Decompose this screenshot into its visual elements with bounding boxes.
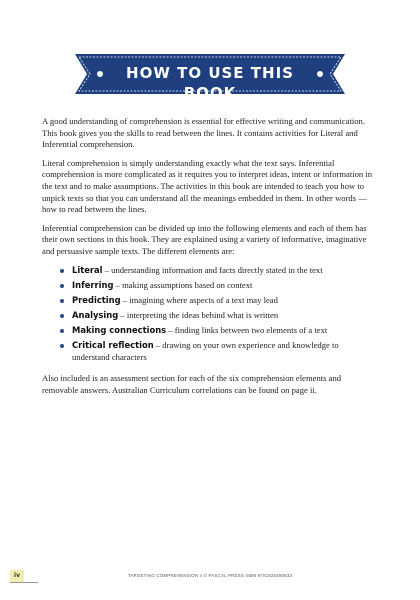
element-description: – imagining where aspects of a text may lead xyxy=(120,294,278,305)
element-term: Analysing xyxy=(72,309,119,320)
element-description: – drawing on your own experience and knowledge to understand characters xyxy=(72,340,339,362)
intro-paragraph: A good understanding of comprehension is essential for effective writing and communication. This book gives you the skills to read between the lines. It contains activities for Literal and Inferential comprehension. xyxy=(42,116,365,150)
element-term: Predicting xyxy=(72,294,121,305)
footer-divider xyxy=(10,582,38,583)
footer-text: TARGETING COMPREHENSION 4 © PASCAL PRESS ISBN 9781925490633 xyxy=(127,573,293,578)
page-number: iv xyxy=(10,570,24,582)
element-description: – finding links between two elements of a text xyxy=(166,324,328,335)
bullet-icon xyxy=(60,284,64,288)
page-footer xyxy=(0,570,420,582)
element-description: – understanding information and facts directly stated in the text xyxy=(102,264,323,275)
bullet-icon xyxy=(60,329,64,333)
bullet-icon xyxy=(60,269,64,273)
assessment-paragraph: Also included is an assessment section for each of the six comprehension elements and removable answers. Australian Curriculum correlations can be found on page ii. xyxy=(42,373,342,395)
bullet-icon xyxy=(60,314,64,318)
list-item xyxy=(60,310,378,322)
inferential-paragraph: Inferential comprehension can be divided up into the following elements and each of them has their own sections in this book. They are explained using a variety of informative, imaginative and persuasive sample texts. The different elements are: xyxy=(42,222,367,256)
element-term: Making connections xyxy=(72,324,167,335)
bullet-icon xyxy=(60,299,64,303)
bullet-icon xyxy=(60,344,64,348)
list-item xyxy=(60,340,378,363)
list-item xyxy=(60,295,378,307)
element-description: – interpreting the ideas behind what is written xyxy=(118,309,279,320)
element-term: Critical reflection xyxy=(72,340,154,350)
title-banner xyxy=(75,54,345,102)
list-item xyxy=(60,265,378,277)
literal-paragraph: Literal comprehension is simply understanding exactly what the text says. Inferential comprehension is more complicated as it requires you to interpret ideas, intent or information in the text and to make assumptions. The activities in this book are intended to teach you how to unpick texts so that you can understand all the meanings embedded in them. In other words — how to read between the lines. xyxy=(42,157,373,215)
page-title: HOW TO USE THIS BOOK xyxy=(126,64,294,102)
elements-list xyxy=(42,265,378,364)
list-item xyxy=(60,325,378,337)
list-item xyxy=(60,280,378,292)
body-content xyxy=(42,116,378,403)
element-term: Inferring xyxy=(72,279,114,290)
element-term: Literal xyxy=(72,264,103,275)
element-description: – making assumptions based on context xyxy=(113,279,253,290)
